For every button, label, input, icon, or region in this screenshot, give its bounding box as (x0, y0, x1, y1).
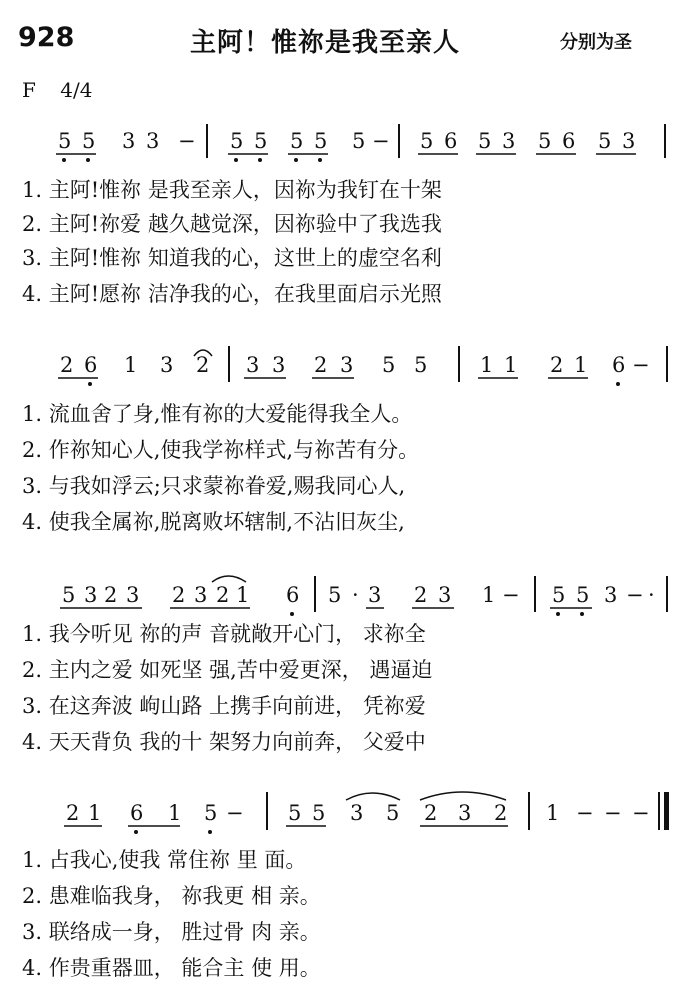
svg-text:3: 3 (502, 129, 516, 153)
svg-text:1: 1 (480, 353, 494, 377)
svg-text:−: − (178, 129, 196, 153)
hymn-category: 分别为圣 (560, 32, 632, 53)
svg-text:5: 5 (576, 583, 590, 607)
lyric-line-1-4: 4. 主阿!愿祢 洁净我的心，在我里面启示光照 (22, 282, 442, 306)
lyric-line-2-3: 3. 与我如浮云;只求蒙祢眷爱,赐我同心人, (22, 474, 406, 498)
svg-text:5: 5 (254, 129, 268, 153)
svg-text:2: 2 (550, 353, 564, 377)
svg-text:5: 5 (288, 801, 302, 825)
svg-text:1: 1 (546, 801, 560, 825)
svg-text:1: 1 (236, 583, 250, 607)
lyric-line-1-3: 3. 主阿!惟祢 知道我的心，这世上的虚空名利 (22, 246, 442, 270)
svg-text:3: 3 (458, 801, 472, 825)
svg-text:−: − (626, 583, 644, 607)
lyric-line-4-3: 3. 联络成一身， 胜过骨 肉 亲。 (22, 920, 321, 944)
svg-text:5: 5 (386, 801, 400, 825)
svg-text:3: 3 (350, 801, 364, 825)
svg-text:·: · (648, 583, 655, 607)
svg-text:6: 6 (612, 353, 626, 377)
svg-text:2: 2 (216, 583, 230, 607)
svg-text:−: − (576, 801, 594, 825)
svg-text:3: 3 (246, 353, 260, 377)
svg-text:6: 6 (130, 801, 144, 825)
svg-text:5: 5 (382, 353, 396, 377)
hymn-number: 928 (18, 22, 75, 53)
key-time-signature (22, 78, 110, 102)
music-line-1 (0, 118, 700, 166)
svg-text:5: 5 (420, 129, 434, 153)
svg-text:6: 6 (444, 129, 458, 153)
svg-text:3: 3 (340, 353, 354, 377)
svg-text:5: 5 (314, 129, 328, 153)
svg-text:2: 2 (494, 801, 508, 825)
lyric-line-2-4: 4. 使我全属祢,脱离败坏辖制,不沾旧灰尘, (22, 510, 405, 534)
svg-text:−: − (632, 801, 650, 825)
svg-text:5: 5 (538, 129, 552, 153)
svg-text:−: − (632, 353, 650, 377)
svg-text:3: 3 (146, 129, 160, 153)
music-line-3 (0, 570, 700, 620)
svg-text:−: − (226, 801, 244, 825)
svg-text:1: 1 (88, 801, 102, 825)
lyric-line-1-1: 1. 主阿!惟祢 是我至亲人，因祢为我钉在十架 (22, 178, 442, 202)
svg-text:1: 1 (574, 353, 588, 377)
svg-text:3: 3 (194, 583, 208, 607)
svg-text:5: 5 (312, 801, 326, 825)
svg-text:1: 1 (168, 801, 182, 825)
svg-text:5: 5 (290, 129, 304, 153)
svg-text:5: 5 (552, 583, 566, 607)
svg-text:3: 3 (84, 583, 98, 607)
svg-text:3: 3 (122, 129, 136, 153)
lyric-line-2-1: 1. 流血舍了身,惟有祢的大爱能得我全人。 (22, 402, 413, 426)
svg-text:3: 3 (622, 129, 636, 153)
svg-text:2: 2 (66, 801, 80, 825)
svg-text:2: 2 (172, 583, 186, 607)
svg-text:6: 6 (286, 583, 300, 607)
svg-text:5: 5 (230, 129, 244, 153)
svg-text:1: 1 (504, 353, 518, 377)
lyric-line-4-4: 4. 作贵重器皿， 能合主 使 用。 (22, 956, 321, 980)
music-line-4 (0, 786, 700, 838)
lyric-line-3-2: 2. 主内之爱 如死坚 强,苦中爱更深， 遇逼迫 (22, 658, 433, 682)
svg-text:5: 5 (82, 129, 96, 153)
svg-text:2: 2 (414, 583, 428, 607)
svg-text:2: 2 (314, 353, 328, 377)
svg-text:3: 3 (438, 583, 452, 607)
time-signature: 4/4 (60, 78, 93, 102)
svg-text:5: 5 (62, 583, 76, 607)
lyric-line-2-2: 2. 作祢知心人,使我学祢样式,与祢苦有分。 (22, 438, 420, 462)
lyric-line-3-4: 4. 天天背负 我的十 架努力向前奔， 父爱中 (22, 730, 426, 754)
svg-text:2: 2 (104, 583, 118, 607)
svg-text:−: − (372, 129, 390, 153)
svg-text:6: 6 (562, 129, 576, 153)
music-line-2 (0, 340, 700, 390)
svg-text:3: 3 (272, 353, 286, 377)
svg-text:·: · (352, 583, 359, 607)
svg-text:6: 6 (84, 353, 98, 377)
lyric-line-3-1: 1. 我今听见 祢的声 音就敞开心门， 求祢全 (22, 622, 426, 646)
svg-text:5: 5 (352, 129, 366, 153)
svg-text:2: 2 (196, 353, 210, 377)
lyric-line-1-2: 2. 主阿!祢爱 越久越觉深，因祢验中了我选我 (22, 212, 442, 236)
svg-text:3: 3 (368, 583, 382, 607)
lyric-line-3-3: 3. 在这奔波 岣山路 上携手向前进， 凭祢爱 (22, 694, 426, 718)
lyric-line-4-1: 1. 占我心,使我 常住祢 里 面。 (22, 848, 307, 872)
svg-text:3: 3 (126, 583, 140, 607)
lyric-line-4-2: 2. 患难临我身， 祢我更 相 亲。 (22, 884, 321, 908)
svg-text:−: − (502, 583, 520, 607)
svg-text:2: 2 (424, 801, 438, 825)
svg-text:1: 1 (482, 583, 496, 607)
svg-text:−: − (604, 801, 622, 825)
svg-text:5: 5 (328, 583, 342, 607)
svg-text:2: 2 (60, 353, 74, 377)
svg-text:5: 5 (204, 801, 218, 825)
svg-text:3: 3 (160, 353, 174, 377)
svg-text:5: 5 (598, 129, 612, 153)
svg-text:1: 1 (124, 353, 138, 377)
hymn-title: 主阿！惟祢是我至亲人 (190, 28, 461, 58)
svg-text:3: 3 (604, 583, 618, 607)
svg-text:5: 5 (478, 129, 492, 153)
key-signature: F (22, 78, 36, 102)
svg-text:5: 5 (414, 353, 428, 377)
svg-text:5: 5 (58, 129, 72, 153)
